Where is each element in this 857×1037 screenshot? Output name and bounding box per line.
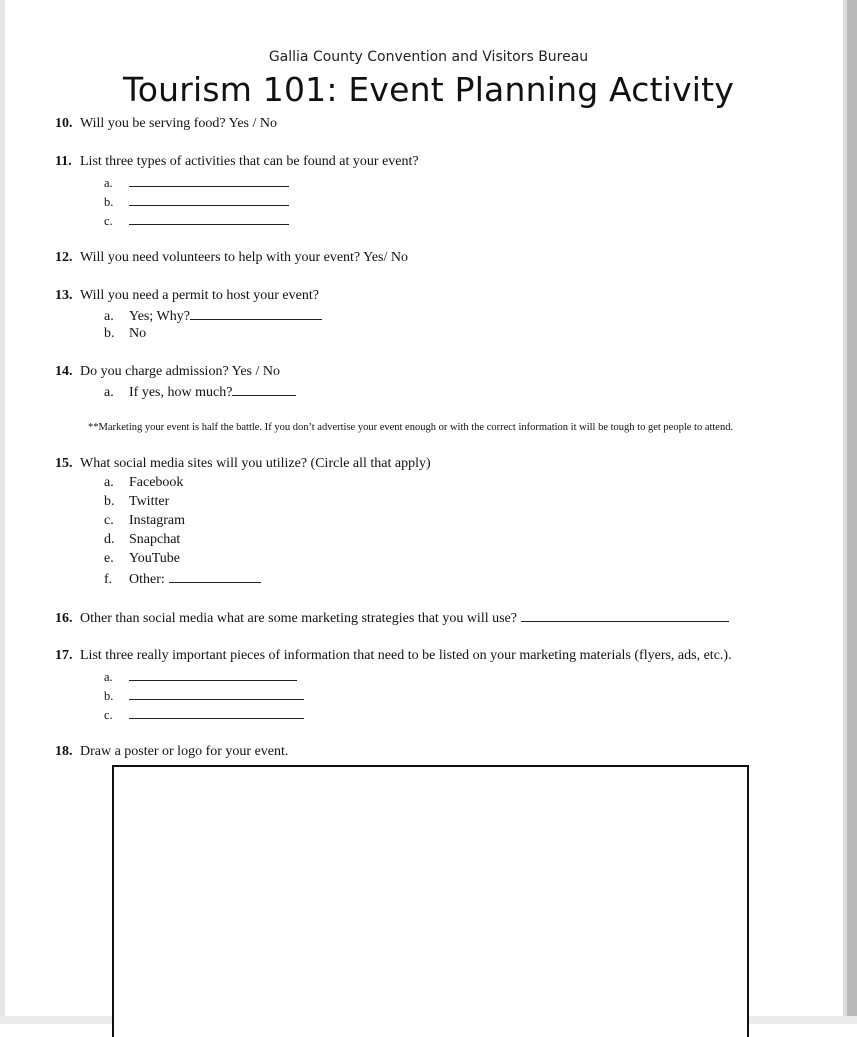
question-number: 11. (55, 154, 72, 169)
question-12 (55, 250, 408, 266)
question-16 (55, 609, 729, 627)
question-text: Other than social media what are some marketing strategies that you will use? (80, 611, 517, 626)
answer-blank[interactable] (129, 174, 289, 187)
option-youtube (104, 551, 180, 567)
option-twitter (104, 494, 169, 510)
question-text: Draw a poster or logo for your event. (80, 744, 289, 759)
question-11 (55, 154, 419, 170)
scrollbar-track[interactable] (843, 0, 857, 1024)
question-number: 18. (55, 744, 73, 759)
option-text: Twitter (129, 494, 170, 509)
answer-blank[interactable] (129, 706, 304, 719)
question-text: Do you charge admission? Yes / No (80, 364, 281, 379)
page-edge-left (0, 0, 5, 1024)
option-facebook (104, 475, 183, 491)
option-letter: d. (104, 532, 115, 547)
option-no (104, 326, 146, 342)
option-text: YouTube (129, 551, 180, 566)
question-text: Will you be serving food? Yes / No (80, 116, 277, 131)
question-14 (55, 364, 280, 380)
question-number: 10. (55, 116, 73, 131)
option-text: Other: (129, 572, 165, 587)
bureau-name: Gallia County Convention and Visitors Bureau (268, 49, 589, 65)
question-text: List three really important pieces of information that need to be listed on your marketing materials (flyers, ads, etc.). (80, 648, 732, 663)
question-15 (55, 456, 431, 472)
option-letter: c. (104, 214, 113, 228)
answer-line-c (104, 706, 304, 723)
option-letter: c. (104, 708, 113, 722)
option-letter: e. (104, 551, 114, 566)
answer-blank[interactable] (129, 193, 289, 206)
page-title: Tourism 101: Event Planning Activity (122, 70, 735, 109)
option-text: No (129, 326, 147, 341)
question-number: 13. (55, 288, 73, 303)
answer-line-b (104, 193, 289, 210)
option-other (104, 570, 261, 588)
drawing-box[interactable] (112, 765, 749, 1037)
question-10 (55, 116, 277, 132)
answer-blank[interactable] (521, 609, 729, 622)
option-letter: a. (104, 176, 113, 190)
answer-line-a (104, 174, 289, 191)
option-text: Facebook (129, 475, 184, 490)
question-number: 16. (55, 611, 73, 626)
option-text: If yes, how much? (129, 385, 233, 400)
answer-blank[interactable] (129, 668, 297, 681)
question-13 (55, 288, 319, 304)
option-letter: c. (104, 513, 114, 528)
option-letter: a. (104, 385, 114, 400)
option-letter: a. (104, 670, 113, 684)
option-text: Instagram (129, 513, 185, 528)
question-17 (55, 648, 732, 664)
option-letter: b. (104, 689, 114, 703)
question-text: What social media sites will you utilize? (Circle all that apply) (80, 456, 431, 471)
option-letter: b. (104, 195, 114, 209)
answer-line-c (104, 212, 289, 229)
option-yes (104, 307, 322, 325)
question-text: List three types of activities that can be found at your event? (80, 154, 419, 169)
question-number: 15. (55, 456, 73, 471)
option-text: Yes; Why? (129, 309, 190, 324)
option-snapchat (104, 532, 180, 548)
option-letter: b. (104, 326, 115, 341)
question-18 (55, 744, 288, 760)
question-number: 14. (55, 364, 73, 379)
question-number: 17. (55, 648, 73, 663)
answer-blank[interactable] (169, 570, 261, 583)
question-text: Will you need volunteers to help with your event? Yes/ No (80, 250, 408, 265)
question-number: 12. (55, 250, 73, 265)
marketing-note: **Marketing your event is half the battle. If you don’t advertise your event enough or with the correct information it will be tough to get people to attend. (88, 422, 734, 433)
answer-blank[interactable] (129, 687, 304, 700)
answer-blank[interactable] (129, 212, 289, 225)
answer-line-a (104, 668, 297, 685)
option-letter: f. (104, 572, 113, 587)
answer-blank[interactable] (232, 383, 296, 396)
option-letter: b. (104, 494, 115, 509)
question-text: Will you need a permit to host your event? (80, 288, 319, 303)
option-instagram (104, 513, 185, 529)
option-letter: a. (104, 309, 114, 324)
answer-blank[interactable] (190, 307, 322, 320)
answer-line-b (104, 687, 304, 704)
option-text: Snapchat (129, 532, 181, 547)
option-admission-amount (104, 383, 296, 401)
option-letter: a. (104, 475, 114, 490)
